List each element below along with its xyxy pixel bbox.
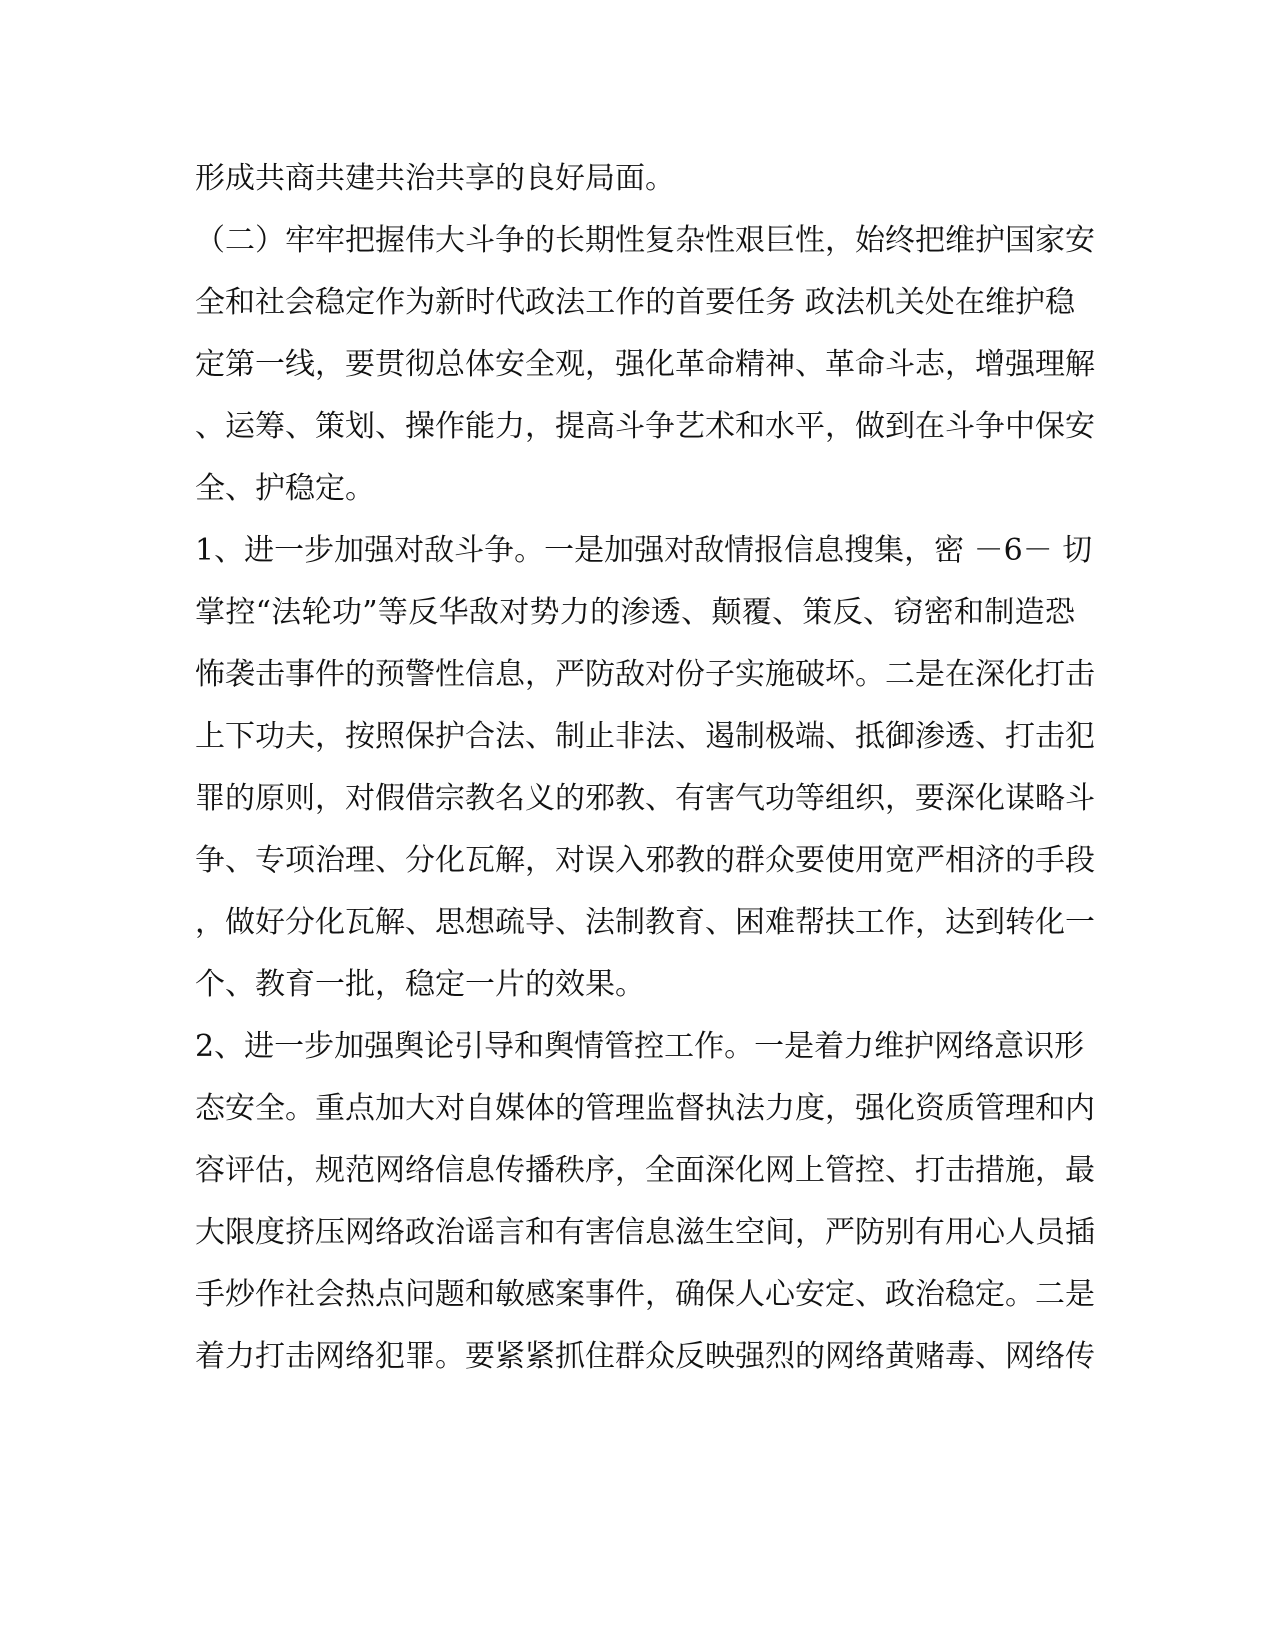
text-line: 掌控“法轮功”等反华敌对势力的渗透、颠覆、策反、窃密和制造恐 — [195, 595, 1075, 630]
text-line: 定第一线，要贯彻总体安全观，强化革命精神、革命斗志，增强理解 — [195, 347, 1095, 382]
text-line: 、运筹、策划、操作能力，提高斗争艺术和水平，做到在斗争中保安 — [195, 409, 1095, 444]
text-line: 态安全。重点加大对自媒体的管理监督执法力度，强化资质管理和内 — [195, 1091, 1095, 1126]
text-line: 容评估，规范网络信息传播秩序，全面深化网上管控、打击措施，最 — [195, 1153, 1095, 1188]
text-line: 罪的原则，对假借宗教名义的邪教、有害气功等组织，要深化谋略斗 — [195, 781, 1095, 816]
text-line: 全、护稳定。 — [195, 471, 375, 506]
text-line: 上下功夫，按照保护合法、制止非法、遏制极端、抵御渗透、打击犯 — [195, 719, 1095, 754]
text-line: 着力打击网络犯罪。要紧紧抓住群众反映强烈的网络黄赌毒、网络传 — [195, 1339, 1095, 1374]
text-line: 手炒作社会热点问题和敏感案事件，确保人心安定、政治稳定。二是 — [195, 1277, 1095, 1312]
text-line: ，做好分化瓦解、思想疏导、法制教育、困难帮扶工作，达到转化一 — [195, 905, 1095, 940]
text-line: （二）牢牢把握伟大斗争的长期性复杂性艰巨性，始终把维护国家安 — [195, 223, 1095, 258]
text-line: 2、进一步加强舆论引导和舆情管控工作。一是着力维护网络意识形 — [195, 1029, 1085, 1064]
text-line: 争、专项治理、分化瓦解，对误入邪教的群众要使用宽严相济的手段 — [195, 843, 1095, 878]
text-line: 形成共商共建共治共享的良好局面。 — [195, 161, 675, 196]
text-line: 1、进一步加强对敌斗争。一是加强对敌情报信息搜集，密 －6－ 切 — [195, 533, 1093, 568]
text-line: 怖袭击事件的预警性信息，严防敌对份子实施破坏。二是在深化打击 — [195, 657, 1095, 692]
text-line: 大限度挤压网络政治谣言和有害信息滋生空间，严防别有用心人员插 — [195, 1215, 1095, 1250]
text-line: 个、教育一批，稳定一片的效果。 — [195, 967, 645, 1002]
text-line: 全和社会稳定作为新时代政法工作的首要任务 政法机关处在维护稳 — [195, 285, 1075, 320]
